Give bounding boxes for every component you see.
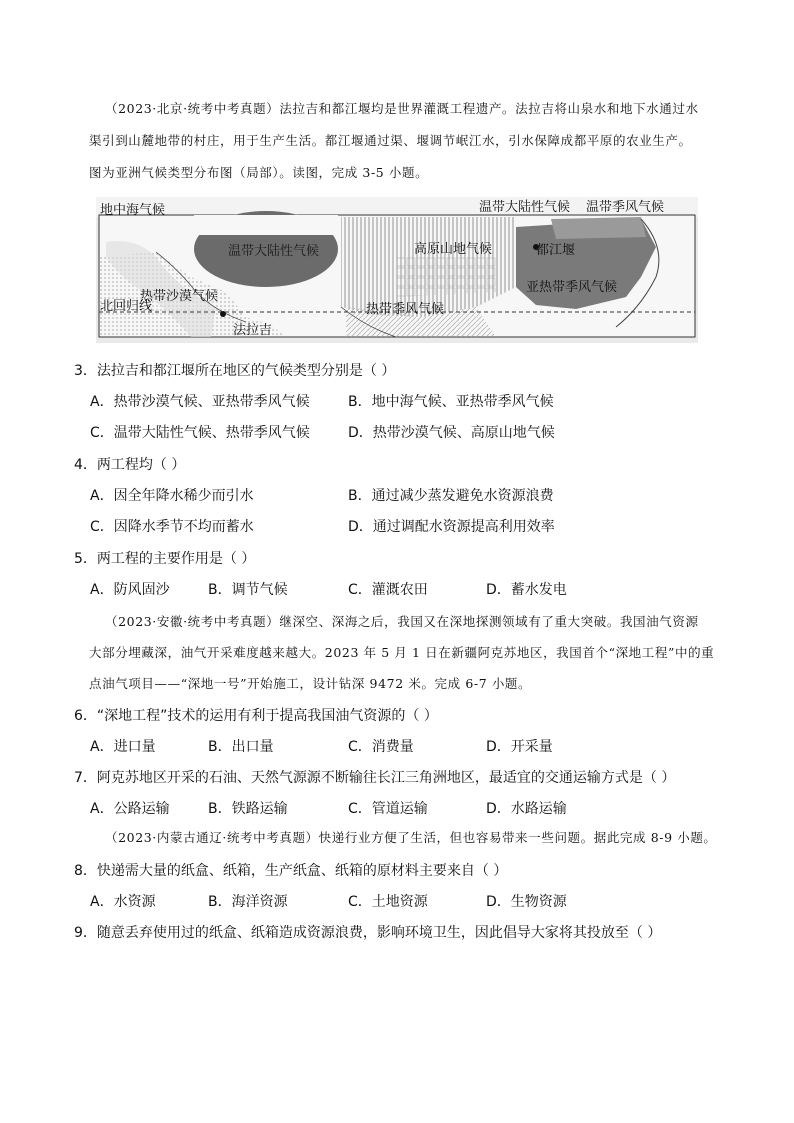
q6-option-c[interactable]: C．消费量 xyxy=(348,739,414,755)
intro-passage-8-9: （2023·内蒙古通辽·统考中考真题）快递行业方便了生活，但也容易带来一些问题。据此完成 8-9 小题。 xyxy=(105,830,717,845)
intro-line: 点油气项目——“深地一号”开始施工，设计钻深 9472 米。完成 6-7 小题。 xyxy=(89,676,532,691)
intro-line: （2023·安徽·统考中考真题）继深空、深海之后，我国又在深地探测领域有了重大突破。我国油气资源 xyxy=(105,614,699,629)
label-temperate-continental-inner: 温带大陆性气候 xyxy=(228,244,320,259)
q8-option-d[interactable]: D．生物资源 xyxy=(486,894,567,910)
q6-option-a[interactable]: A．进口量 xyxy=(90,739,156,755)
q4-option-c[interactable]: C．因降水季节不均而蓄水 xyxy=(90,519,254,535)
q8-option-a[interactable]: A．水资源 xyxy=(90,894,156,910)
question-5-stem: 5．两工程的主要作用是（ ） xyxy=(74,551,256,567)
label-temperate-continental: 温带大陆性气候 xyxy=(479,200,571,215)
q4-option-a[interactable]: A．因全年降水稀少而引水 xyxy=(90,488,254,504)
label-mediterranean: 地中海气候 xyxy=(100,203,166,218)
label-dujiangyan: 都江堰 xyxy=(536,243,576,258)
q8-option-c[interactable]: C．土地资源 xyxy=(348,894,428,910)
q7-option-d[interactable]: D．水路运输 xyxy=(486,801,567,817)
q3-option-a[interactable]: A．热带沙漠气候、亚热带季风气候 xyxy=(90,394,310,410)
asia-climate-map xyxy=(96,197,698,343)
question-7-stem: 7．阿克苏地区开采的石油、天然气源源不断输往长江三角洲地区，最适宜的交通运输方式是（ ） xyxy=(74,770,676,786)
q5-option-c[interactable]: C．灌溉农田 xyxy=(348,582,428,598)
intro-line: 渠引到山麓地带的村庄，用于生产生活。都江堰通过渠、堰调节岷江水，引水保障成都平原的农业生产。 xyxy=(89,133,692,148)
q5-option-d[interactable]: D．蓄水发电 xyxy=(486,582,567,598)
label-subtropical-monsoon: 亚热带季风气候 xyxy=(526,280,618,295)
q4-option-d[interactable]: D．通过调配水资源提高利用效率 xyxy=(348,519,555,535)
intro-line: 图为亚洲气候类型分布图（局部）。读图，完成 3-5 小题。 xyxy=(89,165,429,180)
question-8-stem: 8．快递需大量的纸盒、纸箱，生产纸盒、纸箱的原材料主要来自（ ） xyxy=(74,863,508,879)
q5-option-a[interactable]: A．防风固沙 xyxy=(90,582,170,598)
question-9-stem: 9．随意丢弃使用过的纸盒、纸箱造成资源浪费，影响环境卫生，因此倡导大家将其投放至（ ） xyxy=(74,925,662,941)
q3-option-c[interactable]: C．温带大陆性气候、热带季风气候 xyxy=(90,425,310,441)
q7-option-b[interactable]: B．铁路运输 xyxy=(208,801,288,817)
label-highland: 高原山地气候 xyxy=(414,242,493,257)
q6-option-b[interactable]: B．出口量 xyxy=(208,739,274,755)
intro-line: 大部分埋藏深，油气开采难度越来越大。2023 年 5 月 1 日在新疆阿克苏地区，我国首个“深地工程”中的重 xyxy=(89,645,715,660)
q3-option-b[interactable]: B．地中海气候、亚热带季风气候 xyxy=(348,394,554,410)
q5-option-b[interactable]: B．调节气候 xyxy=(208,582,288,598)
q7-option-a[interactable]: A．公路运输 xyxy=(90,801,170,817)
label-temperate-monsoon: 温带季风气候 xyxy=(586,200,665,215)
label-tropical-desert: 热带沙漠气候 xyxy=(140,289,219,304)
falaji-marker xyxy=(220,311,226,317)
q4-option-b[interactable]: B．通过减少蒸发避免水资源浪费 xyxy=(348,488,554,504)
label-tropic-of-cancer: 北回归线 xyxy=(100,299,153,314)
question-4-stem: 4．两工程均（ ） xyxy=(74,457,186,473)
q8-option-b[interactable]: B．海洋资源 xyxy=(208,894,288,910)
q6-option-d[interactable]: D．开采量 xyxy=(486,739,553,755)
question-6-stem: 6．“深地工程”技术的运用有利于提高我国油气资源的（ ） xyxy=(74,708,438,724)
question-3-stem: 3．法拉吉和都江堰所在地区的气候类型分别是（ ） xyxy=(74,363,396,379)
label-tropical-monsoon: 热带季风气候 xyxy=(366,302,445,317)
q3-option-d[interactable]: D．热带沙漠气候、高原山地气候 xyxy=(348,425,555,441)
label-falaji: 法拉吉 xyxy=(233,323,273,338)
intro-line: （2023·北京·统考中考真题）法拉吉和都江堰均是世界灌溉工程遗产。法拉吉将山泉水和地下水通过水 xyxy=(105,101,699,116)
q7-option-c[interactable]: C．管道运输 xyxy=(348,801,428,817)
